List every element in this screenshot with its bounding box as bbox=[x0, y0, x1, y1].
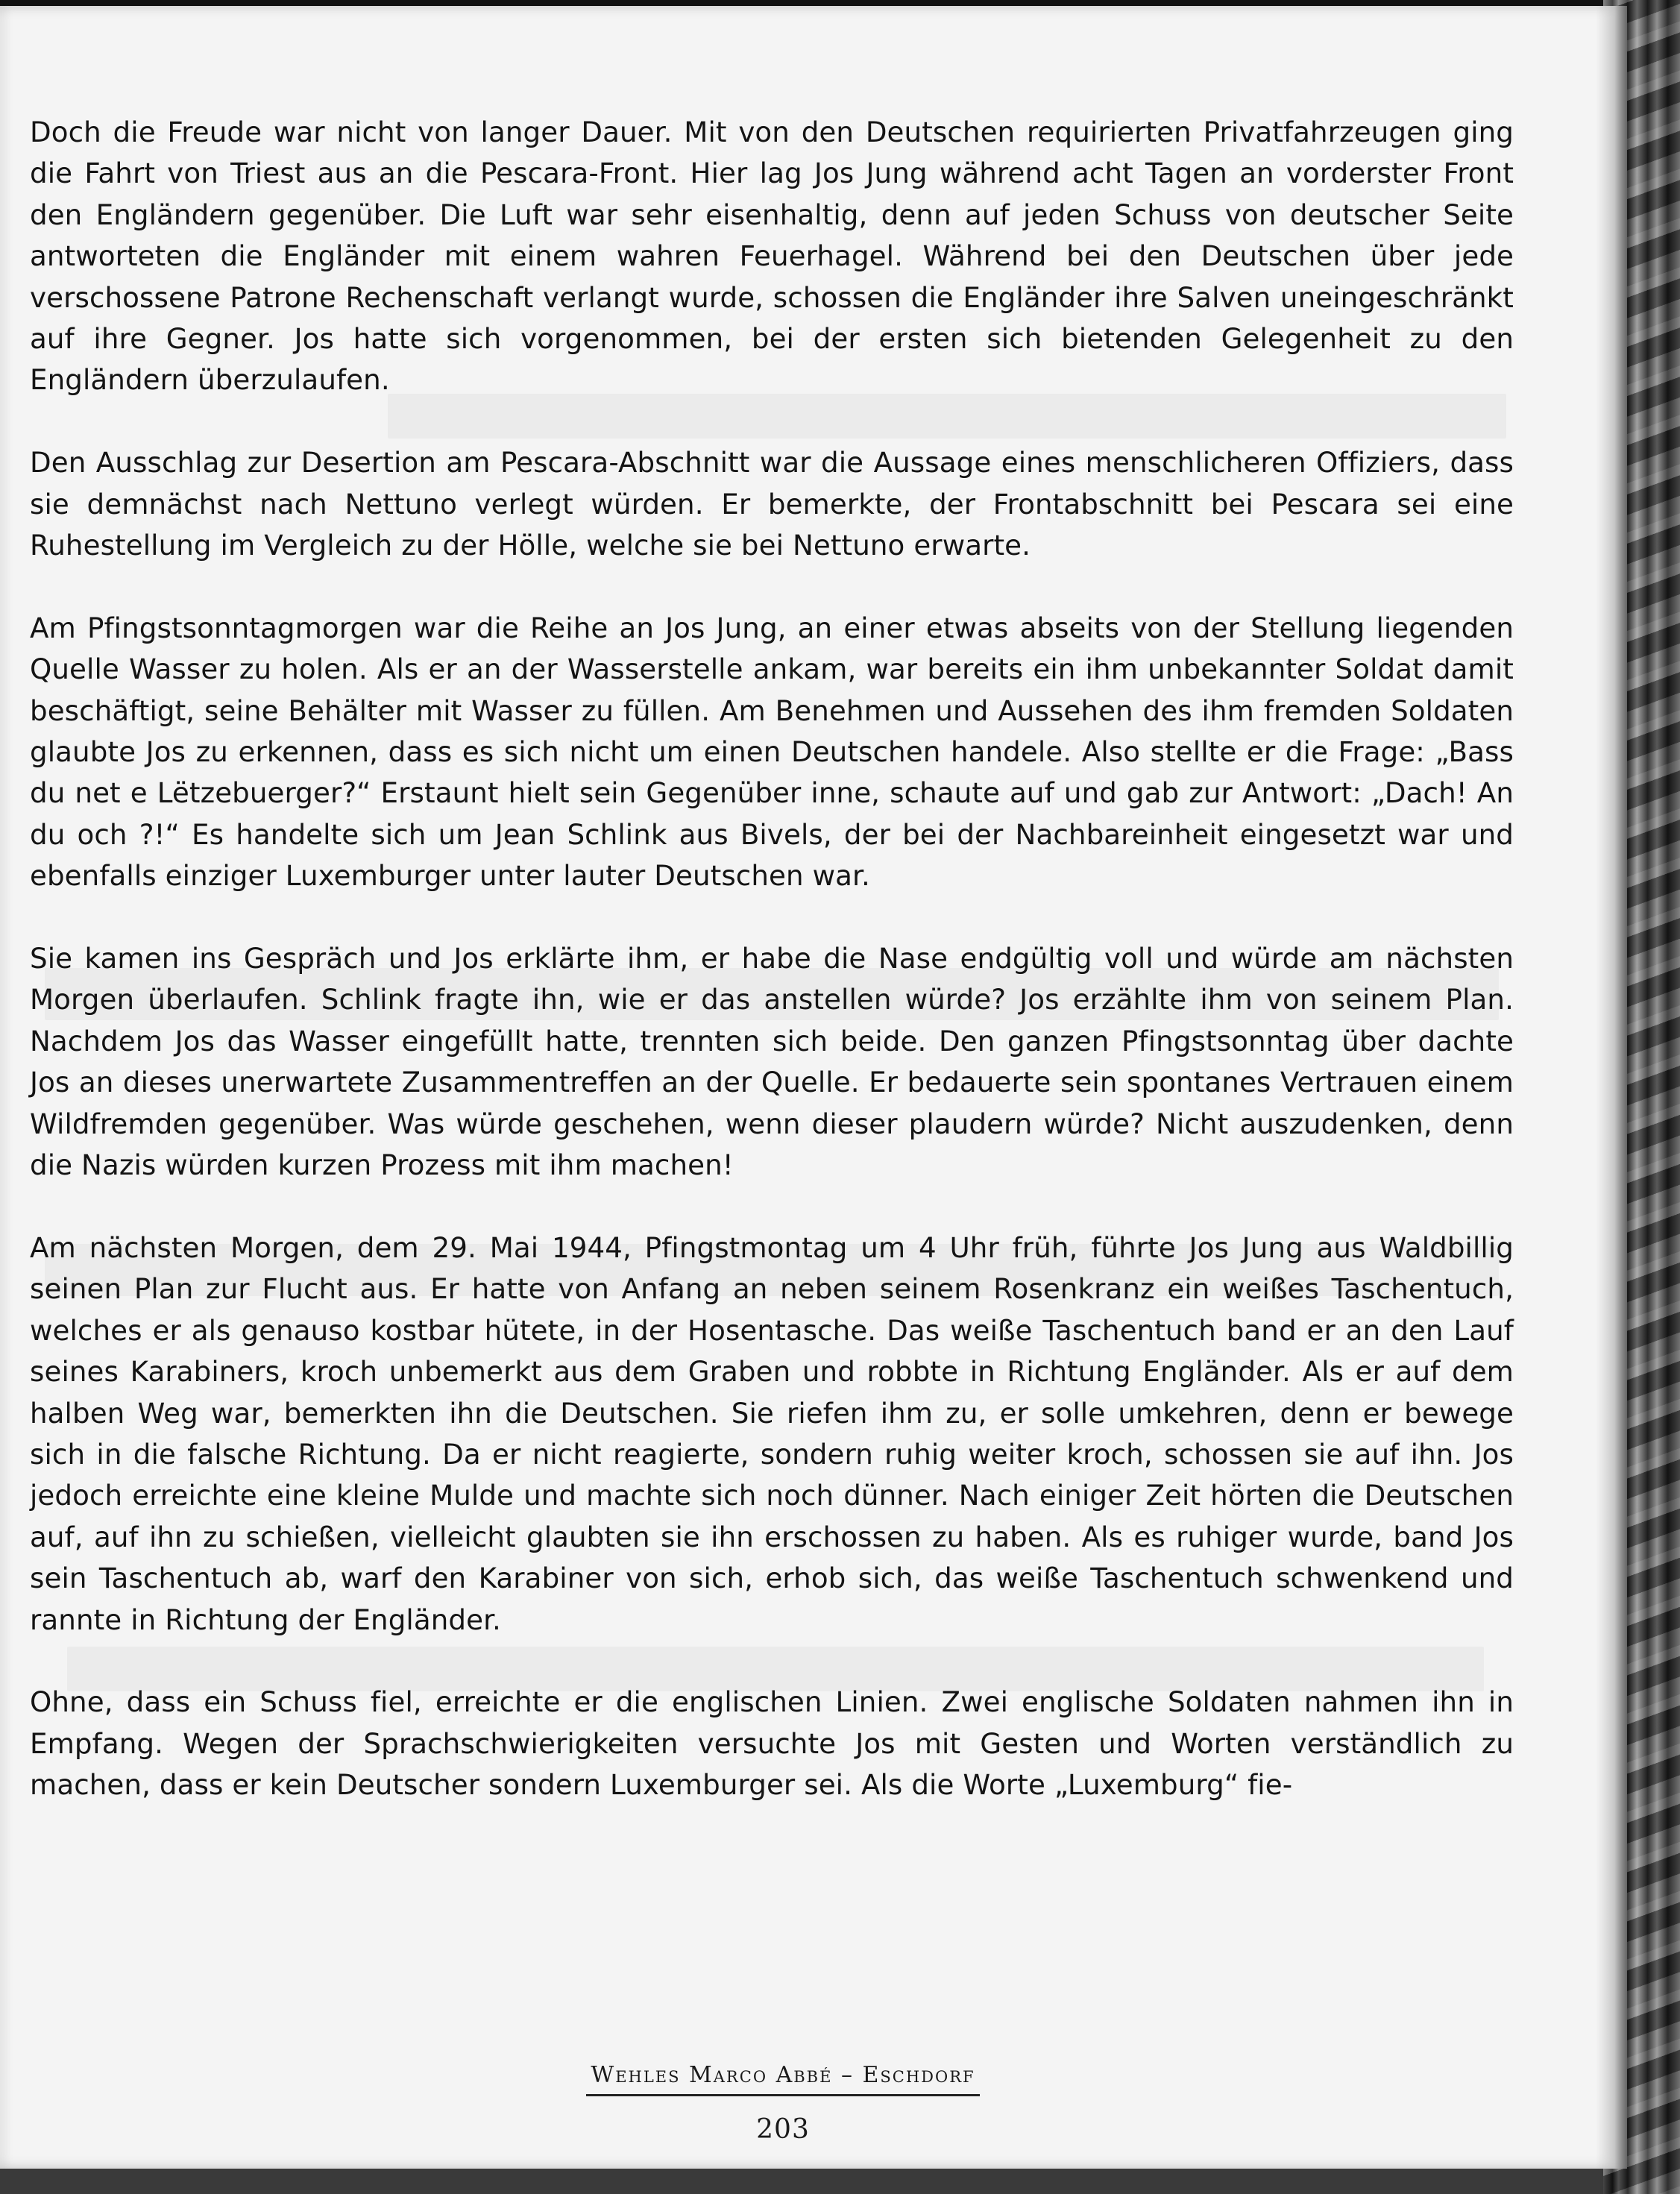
paragraph-4: Sie kamen ins Gespräch und Jos erklärte ihm, er habe die Nase endgültig voll und würde am nächsten Morgen überlaufen. Schlink fragte ihn, wie er das anstellen würde? Jos erzählte ihm von seinem Plan. Nachdem Jos das Wasser eingefüllt hatte, trennten sich beide. Den ganzen Pfingstsonntag über dachte Jos an dieses unerwartete Zusammentreffen an der Quelle. Er bedauerte sein spontanes Vertrauen einem Wildfremden gegenüber. Was würde geschehen, wenn dieser plaudern würde? Nicht auszudenken, denn die Nazis würden kurzen Prozess mit ihm machen! bbox=[30, 942, 1514, 1182]
paragraph-2: Den Ausschlag zur Desertion am Pescara-Abschnitt war die Aussage eines menschlicheren Offiziers, dass sie demnächst nach Nettuno verlegt würden. Er bemerkte, der Frontabschnitt bei Pescara sei eine Ruhestellung im Vergleich zu der Hölle, welche sie bei Nettuno erwarte. bbox=[30, 446, 1514, 562]
page-number: 203 bbox=[756, 2114, 810, 2145]
paragraph-1: Doch die Freude war nicht von langer Dauer. Mit von den Deutschen requirierten Privatfahrzeugen ging die Fahrt von Triest aus an die Pescara-Front. Hier lag Jos Jung während acht Tagen an vorderster Front den Engländern gegenüber. Die Luft war sehr eisenhaltig, denn auf jeden Schuss von deutscher Seite antworteten die Engländer mit einem wahren Feuerhagel. Während bei den Deutschen über jede verschossene Patrone Rechenschaft verlangt wurde, schossen die Engländer ihre Salven uneingeschränkt auf ihre Gegner. Jos hatte sich vorgenommen, bei der ersten sich bietenden Gelegenheit zu den Engländern überzulaufen. bbox=[30, 116, 1514, 397]
paragraph-6: Ohne, dass ein Schuss fiel, erreichte er die englischen Linien. Zwei englische Soldaten nahmen ihn in Empfang. Wegen der Sprachschwierigkeiten versuchte Jos mit Gesten und Worten verständlich zu machen, dass er kein Deutscher sondern Luxemburger sei. Als die Worte „Luxemburg“ fie- bbox=[30, 1685, 1514, 1802]
running-footer-title: Wehles Marco Abbé – Eschdorf bbox=[586, 2062, 979, 2096]
paragraph-3: Am Pfingstsonntagmorgen war die Reihe an Jos Jung, an einer etwas abseits von der Stellung liegenden Quelle Wasser zu holen. Als er an der Wasserstelle ankam, war bereits ein ihm unbekannter Soldat damit beschäftigt, seine Behälter mit Wasser zu füllen. Am Benehmen und Aussehen des ihm fremden Soldaten glaubte Jos zu erkennen, dass es sich nicht um einen Deutschen handele. Also stellte er die Frage: „Bass du net e Lëtzebuerger?“ Erstaunt hielt sein Gegenüber inne, schaute auf und gab zur Antwort: „Dach! An du och ?!“ Es handelte sich um Jean Schlink aus Bivels, der bei der Nachbareinheit eingesetzt war und ebenfalls einziger Luxemburger unter lauter Deutschen war. bbox=[30, 611, 1514, 893]
top-page-edge bbox=[0, 0, 1680, 6]
body-text bbox=[30, 112, 1514, 1847]
paragraph-5: Am nächsten Morgen, dem 29. Mai 1944, Pfingstmontag um 4 Uhr früh, führte Jos Jung aus Waldbillig seinen Plan zur Flucht aus. Er hatte von Anfang an neben seinem Rosenkranz ein weißes Taschentuch, welches er als genauso kostbar hütete, in der Hosentasche. Das weiße Taschentuch band er an den Lauf seines Karabiners, kroch unbemerkt aus dem Graben und robbte in Richtung Engländer. Als er auf dem halben Weg war, bemerkten ihn die Deutschen. Sie riefen ihm zu, er solle umkehren, denn er bewege sich in die falsche Richtung. Da er nicht reagierte, sondern ruhig weiter kroch, schossen sie auf ihn. Jos jedoch erreichte eine kleine Mulde und machte sich noch dünner. Nach einiger Zeit hörten die Deutschen auf, auf ihn zu schießen, vielleicht glaubten sie ihn erschossen zu haben. Als es ruhiger wurde, band Jos sein Taschentuch ab, warf den Karabiner von sich, erhob sich, das weiße Taschentuch schwenkend und rannte in Richtung der Engländer. bbox=[30, 1230, 1514, 1636]
page-footer bbox=[522, 2062, 1044, 2145]
page-curl-shadow bbox=[1596, 6, 1627, 2169]
